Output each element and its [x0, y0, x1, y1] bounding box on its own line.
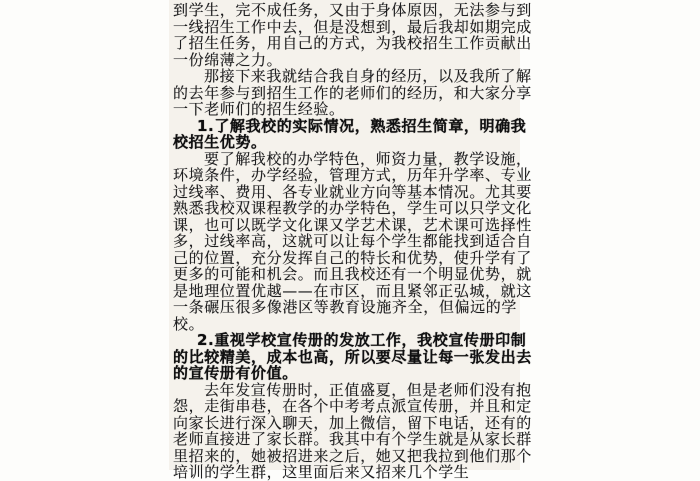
text-line: 一份绵薄之力。 [173, 50, 283, 69]
text-line: 更多的可能和机会。而且我校还有一个明显优势，就 [173, 265, 532, 284]
text-line: 的去年参与到招生工作的老师们的经历，和大家分享 [173, 83, 532, 102]
text-line: 2.重视学校宣传册的发放工作，我校宣传册印制 [197, 331, 527, 350]
text-line: 的比较精美，成本也高，所以要尽量让每一张发出去 [173, 347, 532, 366]
text-line: 校招生优势。 [173, 133, 267, 152]
text-line: 是地理位置优越——在市区，而且紧邻正弘城，就这 [173, 281, 532, 300]
text-line: 熟悉我校双课程教学的办学特色，学生可以只学文化 [173, 199, 532, 218]
document-page [169, 0, 532, 481]
text-line: 里招来的，她被招进来之后，她又把我拉到他们那个 [173, 446, 532, 465]
text-line: 了招生任务，用自己的方式，为我校招生工作贡献出 [173, 34, 532, 53]
text-line: 一下老师们的招生经验。 [173, 100, 345, 119]
text-line: 己的位置，充分发挥自己的特长和优势，使升学有了 [173, 248, 532, 267]
text-line: 的宣传册有价值。 [173, 364, 298, 383]
text-line: 到学生，完不成任务，又由于身体原因，无法参与到 [173, 1, 532, 19]
text-line: 课，也可以既学文化课又学艺术课，艺术课可选择性 [173, 215, 532, 234]
text-line: 一线招生工作中去，但是没想到，最后我却如期完成 [173, 17, 532, 36]
text-column [173, 1, 532, 481]
text-line: 那接下来我就结合我自身的经历，以及我所了解 [204, 67, 532, 86]
text-line: 环境条件，办学经验，管理方式，历年升学率、专业 [173, 166, 532, 185]
text-line: 多，过线率高，这就可以让每个学生都能找到适合自 [173, 232, 532, 251]
text-line: 过线率、费用、各专业就业方向等基本情况。尤其要 [173, 182, 532, 201]
text-line: 老师直接进了家长群。我其中有个学生就是从家长群 [173, 430, 532, 449]
text-line: 一条碾压很多像港区等教育设施齐全，但偏远的学 [173, 298, 517, 317]
text-line: 向家长进行深入聊天，加上微信，留下电话，还有的 [173, 413, 532, 432]
text-line: 去年发宣传册时，正值盛夏，但是老师们没有抱 [204, 380, 532, 399]
text-line: 1.了解我校的实际情况，熟悉招生简章，明确我 [197, 116, 527, 135]
text-line: 培训的学生群，这里面后来又招来几个学生 [173, 463, 470, 481]
text-line: 校。 [173, 314, 205, 333]
text-line: 要了解我校的办学特色，师资力量，教学设施， [204, 149, 532, 168]
text-line: 怨，走街串巷，在各个中考考点派宣传册，并且和定 [173, 397, 532, 416]
